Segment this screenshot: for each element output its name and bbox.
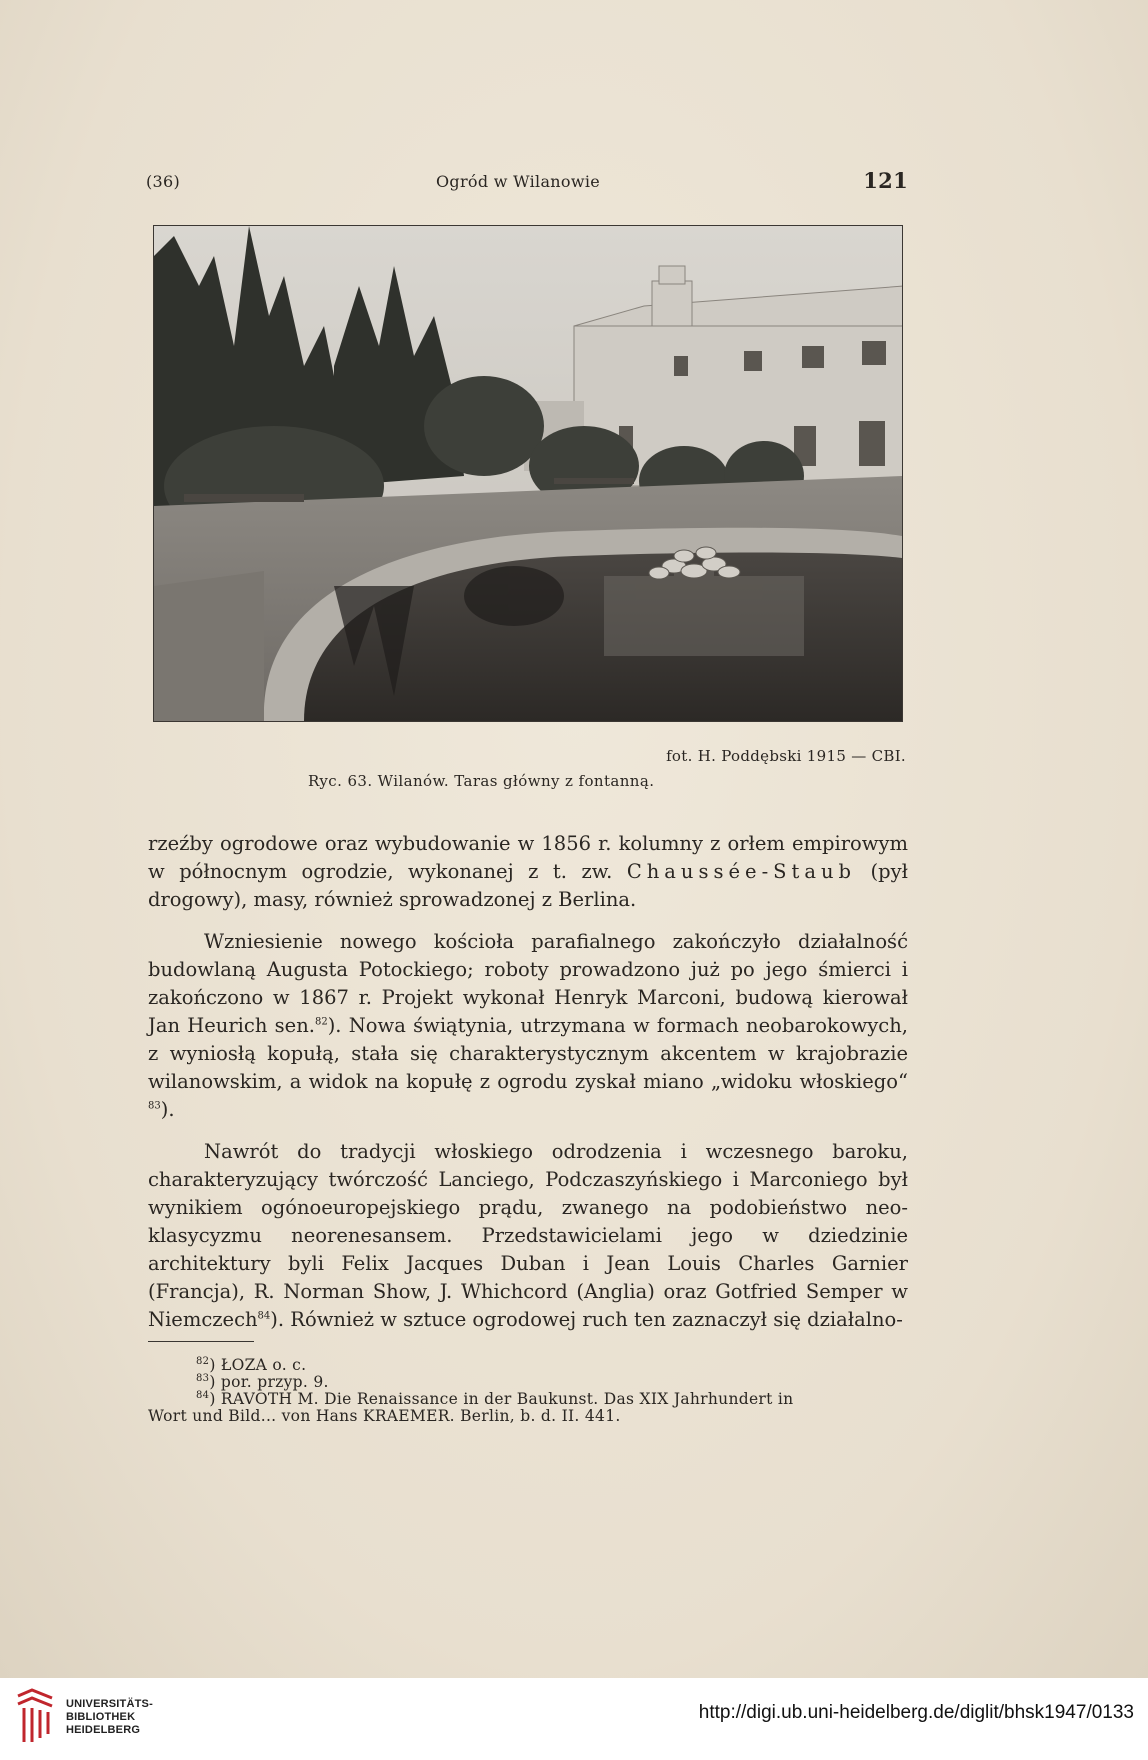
- paragraph-3-text-a: Nawrót do tradycji włoskiego odrodzenia i wczesnego baroku, charakteryzujący twórczość Lanciego, Podczaszyńskiego i Marconiego był wynikiem ogónoeuropejskiego prądu, zwanego na podobieństwo neo-klasycyzmu neorenesansem. Przedstawicielami jego w dziedzinie architektury byli Felix Jacques Duban i Jean Louis Charles Garnier (Francja), R. Norman Show, J. Whichcord (Anglia) oraz Gotfried Semper w Niemczech: [148, 1140, 908, 1331]
- paragraph-3: [148, 1138, 908, 1334]
- library-logo-icon[interactable]: [14, 1688, 56, 1744]
- footnote-ref-83[interactable]: 83: [148, 1100, 161, 1112]
- footnotes: [148, 1357, 908, 1425]
- paragraph-2-text-b: ). Nowa świątynia, utrzymana w formach neobarokowych, z wyniosłą kopułą, stała się charakterystycznym akcentem w krajobrazie wilanowskim, a widok na kopułę z ogrodu zyskał miano „widoku włoskiego“: [148, 1014, 908, 1093]
- paragraph-1: [148, 830, 908, 914]
- paragraph-2-text-a: Wzniesienie nowego kościoła parafialnego zakończyło działalność budowlaną Augusta Potockiego; roboty prowadzono już po jego śmierci i zakończono w 1867 r. Projekt wykonał Henryk Marconi, budową kierował Jan Heurich sen.: [148, 930, 908, 1037]
- fountain-terrace-photo: [154, 226, 902, 721]
- library-name-line-1: UNIVERSITÄTS-: [66, 1698, 153, 1710]
- page-number: 121: [863, 168, 908, 193]
- footnote-84: [148, 1391, 908, 1408]
- library-footer: [0, 1678, 1148, 1760]
- source-url-link[interactable]: http://digi.ub.uni-heidelberg.de/diglit/bhsk1947/0133: [698, 1702, 1134, 1723]
- running-title: Ogród w Wilanowie: [436, 172, 601, 191]
- footnote-83: [148, 1374, 908, 1391]
- footnote-ref-84[interactable]: 84: [257, 1310, 271, 1322]
- spaced-term: Chaussée-Staub: [626, 860, 857, 883]
- paragraph-2: [148, 928, 908, 1124]
- footnote-ref-82[interactable]: 82: [314, 1016, 328, 1028]
- body-text: [148, 830, 908, 1334]
- section-number: (36): [146, 172, 181, 191]
- paragraph-1-text-b: (pył drogowy), masy, również sprowadzonej z Berlina.: [148, 860, 908, 911]
- footnote-separator: [148, 1341, 254, 1342]
- paragraph-3-text-b: ). Również w sztuce ogrodowej ruch ten zaznaczył się działalno-: [270, 1308, 903, 1331]
- footnote-number: 82: [196, 1355, 210, 1367]
- figure-photograph: [153, 225, 903, 722]
- running-header: [146, 170, 908, 200]
- footnote-text: ) por. przyp. 9.: [209, 1373, 329, 1391]
- figure-caption: Ryc. 63. Wilanów. Taras główny z fontanną.: [308, 772, 655, 790]
- paragraph-2-text-c: ).: [160, 1098, 175, 1121]
- footnote-84-continued: Wort und Bild... von Hans KRAEMER. Berlin, b. d. II. 441.: [148, 1407, 621, 1425]
- footnote-82: [148, 1357, 908, 1374]
- photo-credit: fot. H. Poddębski 1915 — CBI.: [666, 747, 906, 765]
- footnote-text: ) RAVOTH M. Die Renaissance in der Baukunst. Das XIX Jahrhundert in: [209, 1390, 794, 1408]
- footnote-number: 83: [196, 1372, 210, 1384]
- library-name-line-2: BIBLIOTHEK: [66, 1711, 136, 1723]
- footnote-number: 84: [196, 1389, 210, 1401]
- library-name-line-3: HEIDELBERG: [66, 1724, 141, 1736]
- footnote-text: ) ŁOZA o. c.: [209, 1356, 307, 1374]
- library-name[interactable]: [66, 1698, 153, 1737]
- paragraph-1-text-a: rzeźby ogrodowe oraz wybudowanie w 1856 r. kolumny z orłem empirowym w północnym ogrodzie, wykonanej z t. zw.: [148, 832, 908, 883]
